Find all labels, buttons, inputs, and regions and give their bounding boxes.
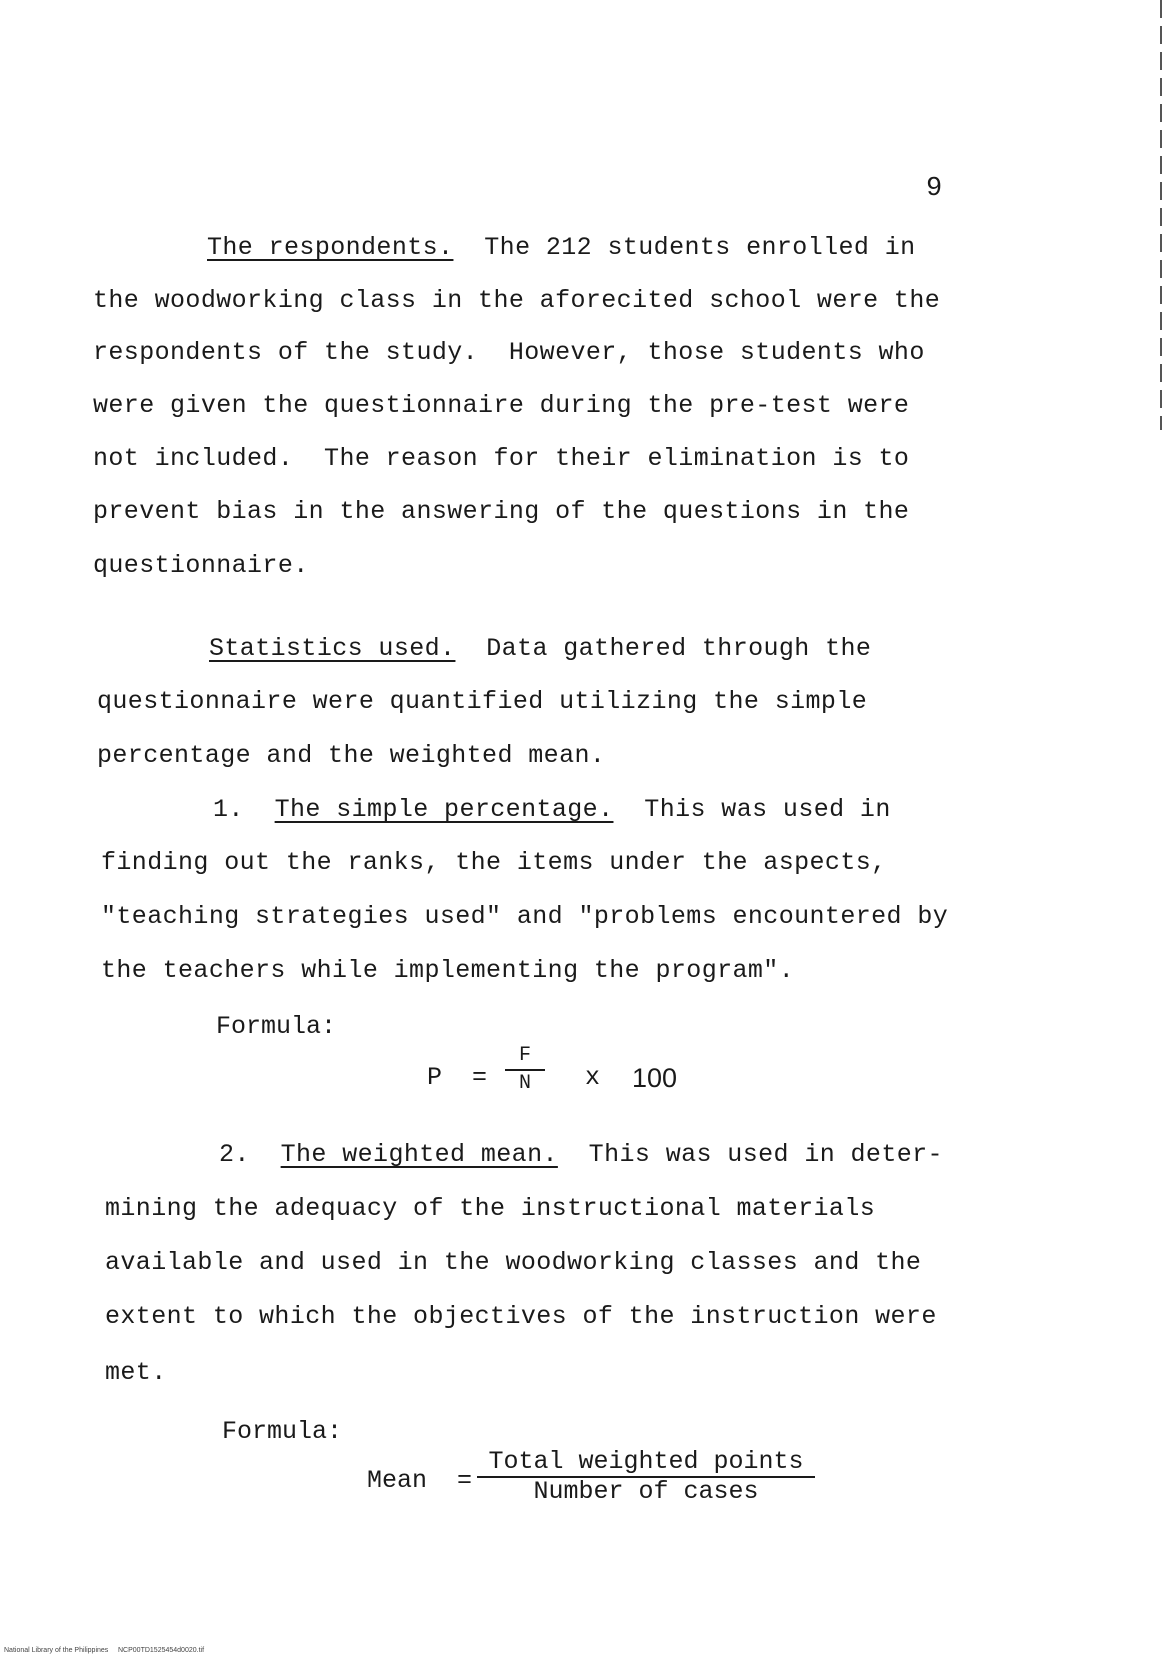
scan-footer: National Library of the Philippines NCP00TD1525454d0020.tif — [4, 1647, 205, 1654]
weighted-mean-numerator: Total weighted points — [488, 1447, 804, 1476]
item2-line-2: mining the adequacy of the instructional materials — [105, 1194, 876, 1223]
item1-line-1 — [213, 795, 891, 824]
item1-formula-label: Formula: — [216, 1012, 337, 1041]
respondents-line-3: respondents of the study. However, those students who — [93, 338, 925, 367]
formula-factor: 100 — [632, 1063, 678, 1093]
item2-line-1 — [219, 1140, 943, 1169]
item2-number: 2. — [219, 1140, 250, 1169]
statistics-line-1-text: Data gathered through the — [455, 634, 872, 663]
item1-line-3: "teaching strategies used" and "problems encountered by — [101, 902, 949, 931]
item2-line-1-text: This was used in deter- — [557, 1140, 943, 1169]
item1-heading: The simple percentage. — [274, 795, 614, 824]
statistics-line-3: percentage and the weighted mean. — [97, 741, 606, 770]
respondents-line-4: were given the questionnaire during the pre-test were — [93, 391, 910, 420]
statistics-line-1 — [209, 634, 871, 663]
formula-mean-lhs: Mean = — [367, 1466, 473, 1495]
formula-equals: = — [472, 1063, 488, 1092]
fraction-bar — [505, 1069, 545, 1071]
respondents-heading: The respondents. — [207, 233, 454, 262]
respondents-line-6: prevent bias in the answering of the questions in the — [93, 497, 910, 526]
weighted-mean-fraction — [477, 1448, 815, 1506]
item1-number: 1. — [213, 795, 244, 824]
page-number: 9 — [926, 174, 943, 204]
item1-line-2: finding out the ranks, the items under the aspects, — [101, 848, 887, 877]
formula-times: x — [585, 1063, 601, 1092]
scan-edge-line — [1160, 0, 1162, 430]
respondents-line-2: the woodworking class in the aforecited school were the — [93, 286, 941, 315]
item2-line-4: extent to which the objectives of the instruction were — [105, 1302, 937, 1331]
formula-numerator: F — [518, 1044, 531, 1067]
item2-formula-label: Formula: — [222, 1417, 343, 1446]
formula-p: P — [427, 1063, 443, 1092]
item1-line-1-text: This was used in — [613, 795, 891, 824]
respondents-line-1 — [207, 233, 916, 262]
formula-fraction — [505, 1045, 545, 1095]
item2-heading: The weighted mean. — [280, 1140, 558, 1169]
formula-denominator: N — [518, 1072, 531, 1095]
statistics-line-2: questionnaire were quantified utilizing the simple — [97, 687, 868, 716]
weighted-mean-denominator: Number of cases — [533, 1477, 759, 1506]
respondents-line-5: not included. The reason for their elimination is to — [93, 444, 910, 473]
item2-line-3: available and used in the woodworking classes and the — [105, 1248, 922, 1277]
item1-line-4: the teachers while implementing the program". — [101, 956, 795, 985]
respondents-line-1-text: The 212 students enrolled in — [453, 233, 916, 262]
statistics-heading: Statistics used. — [209, 634, 456, 663]
item2-line-5: met. — [105, 1358, 167, 1387]
respondents-line-7: questionnaire. — [93, 551, 309, 580]
